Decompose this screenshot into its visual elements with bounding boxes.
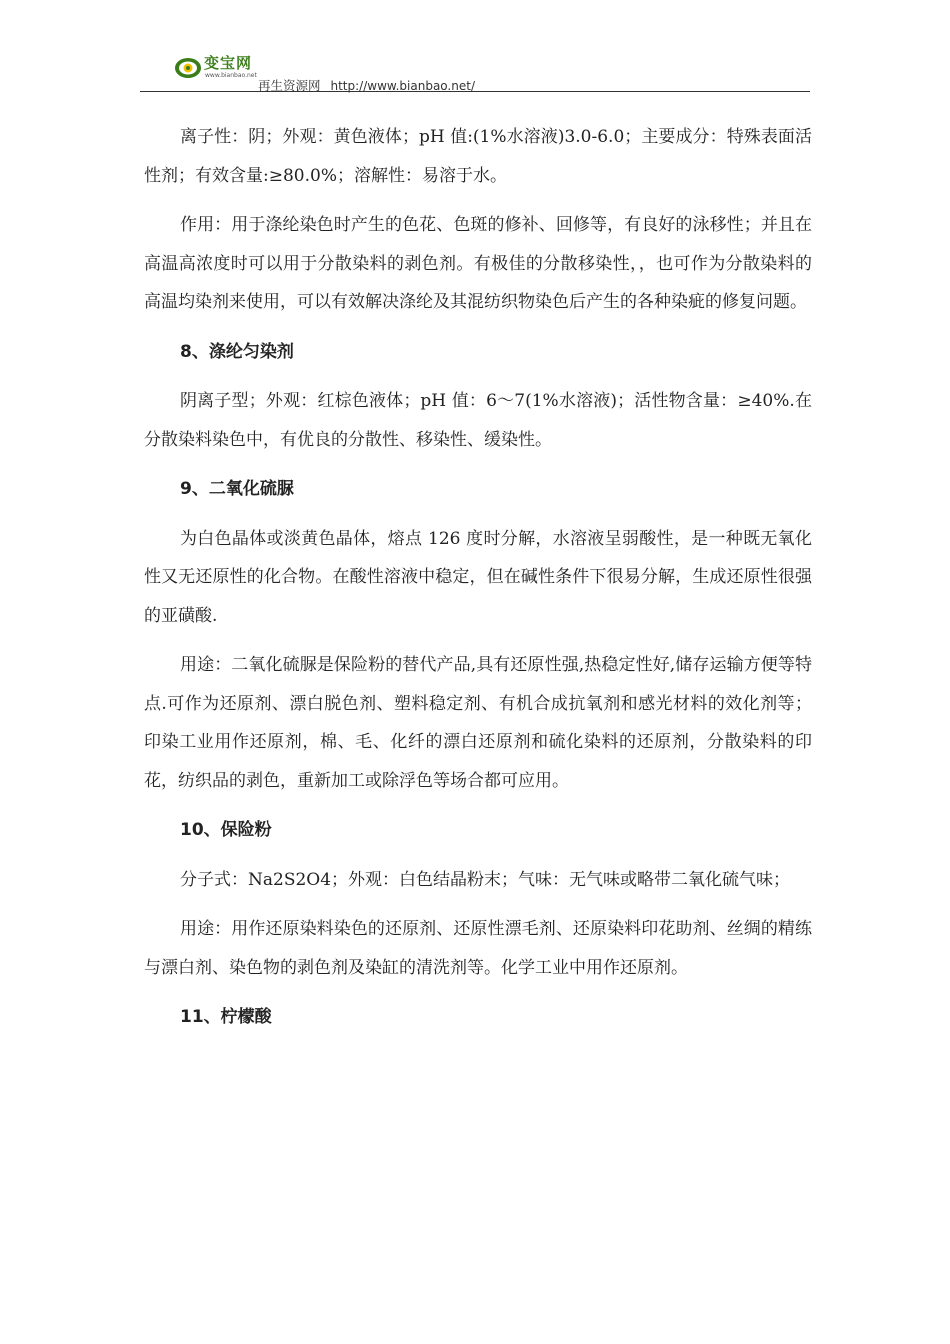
site-name: 再生资源网 [258, 78, 321, 93]
paragraph-function: 作用：用于涤纶染色时产生的色花、色斑的修补、回修等，有良好的泳移性；并且在高温高浓度时可以用于分散染料的剥色剂。有极佳的分散移染性，，也可作为分散染料的高温均染剂来使用，可以有效解决涤纶及其混纺织物染色后产生的各种染疵的修复问题。 [144, 215, 812, 312]
site-url-link[interactable]: http://www.bianbao.net/ [330, 79, 475, 93]
section-heading-10: 10、保险粉 [180, 820, 272, 840]
paragraph-leveling-agent: 阴离子型；外观：红棕色液体；pH 值：6～7(1%水溶液)；活性物含量：≥40%.在分散染料染色中，有优良的分散性、移染性、缓染性。 [144, 391, 812, 450]
paragraph-thiourea-dioxide: 为白色晶体或淡黄色晶体，熔点 126 度时分解，水溶液呈弱酸性，是一种既无氧化性又无还原性的化合物。在酸性溶液中稳定，但在碱性条件下很易分解，生成还原性很强的亚磺酸. [144, 528, 812, 626]
paragraph-thiourea-usage: 用途：二氧化硫脲是保险粉的替代产品,具有还原性强,热稳定性好,储存运输方便等特点.可作为还原剂、漂白脱色剂、塑料稳定剂、有机合成抗氧剂和感光材料的效化剂等；印染工业用作还原剂，棉、毛、化纤的漂白还原剂和硫化染料的还原剂，分散染料的印花，纺织品的剥色，重新加工或除浮色等场合都可应用。 [144, 655, 812, 791]
paragraph-properties: 离子性：阴；外观：黄色液体；pH 值:(1%水溶液)3.0-6.0；主要成分：特殊表面活性剂；有效含量:≥80.0%；溶解性：易溶于水。 [144, 127, 812, 186]
section-heading-8: 8、涤纶匀染剂 [180, 341, 294, 362]
logo-url: www.bianbao.net [205, 72, 257, 79]
paragraph-hydrosulfite-usage: 用途：用作还原染料染色的还原剂、还原性漂毛剂、还原染料印花助剂、丝绸的精练与漂白剂、染色物的剥色剂及染缸的清洗剂等。化学工业中用作还原剂。 [144, 919, 812, 978]
header-divider [140, 91, 810, 92]
section-heading-9: 9、二氧化硫脲 [180, 479, 294, 499]
logo-text: 变宝网 [204, 54, 253, 72]
paragraph-formula: 分子式：Na2S2O4；外观：白色结晶粉末；气味：无气味或略带二氧化硫气味； [180, 869, 791, 890]
eye-logo-icon [174, 56, 202, 80]
site-logo[interactable] [174, 52, 270, 82]
document-body [144, 118, 812, 1037]
section-heading-11: 11、柠檬酸 [180, 1007, 272, 1027]
page-header [140, 48, 810, 92]
